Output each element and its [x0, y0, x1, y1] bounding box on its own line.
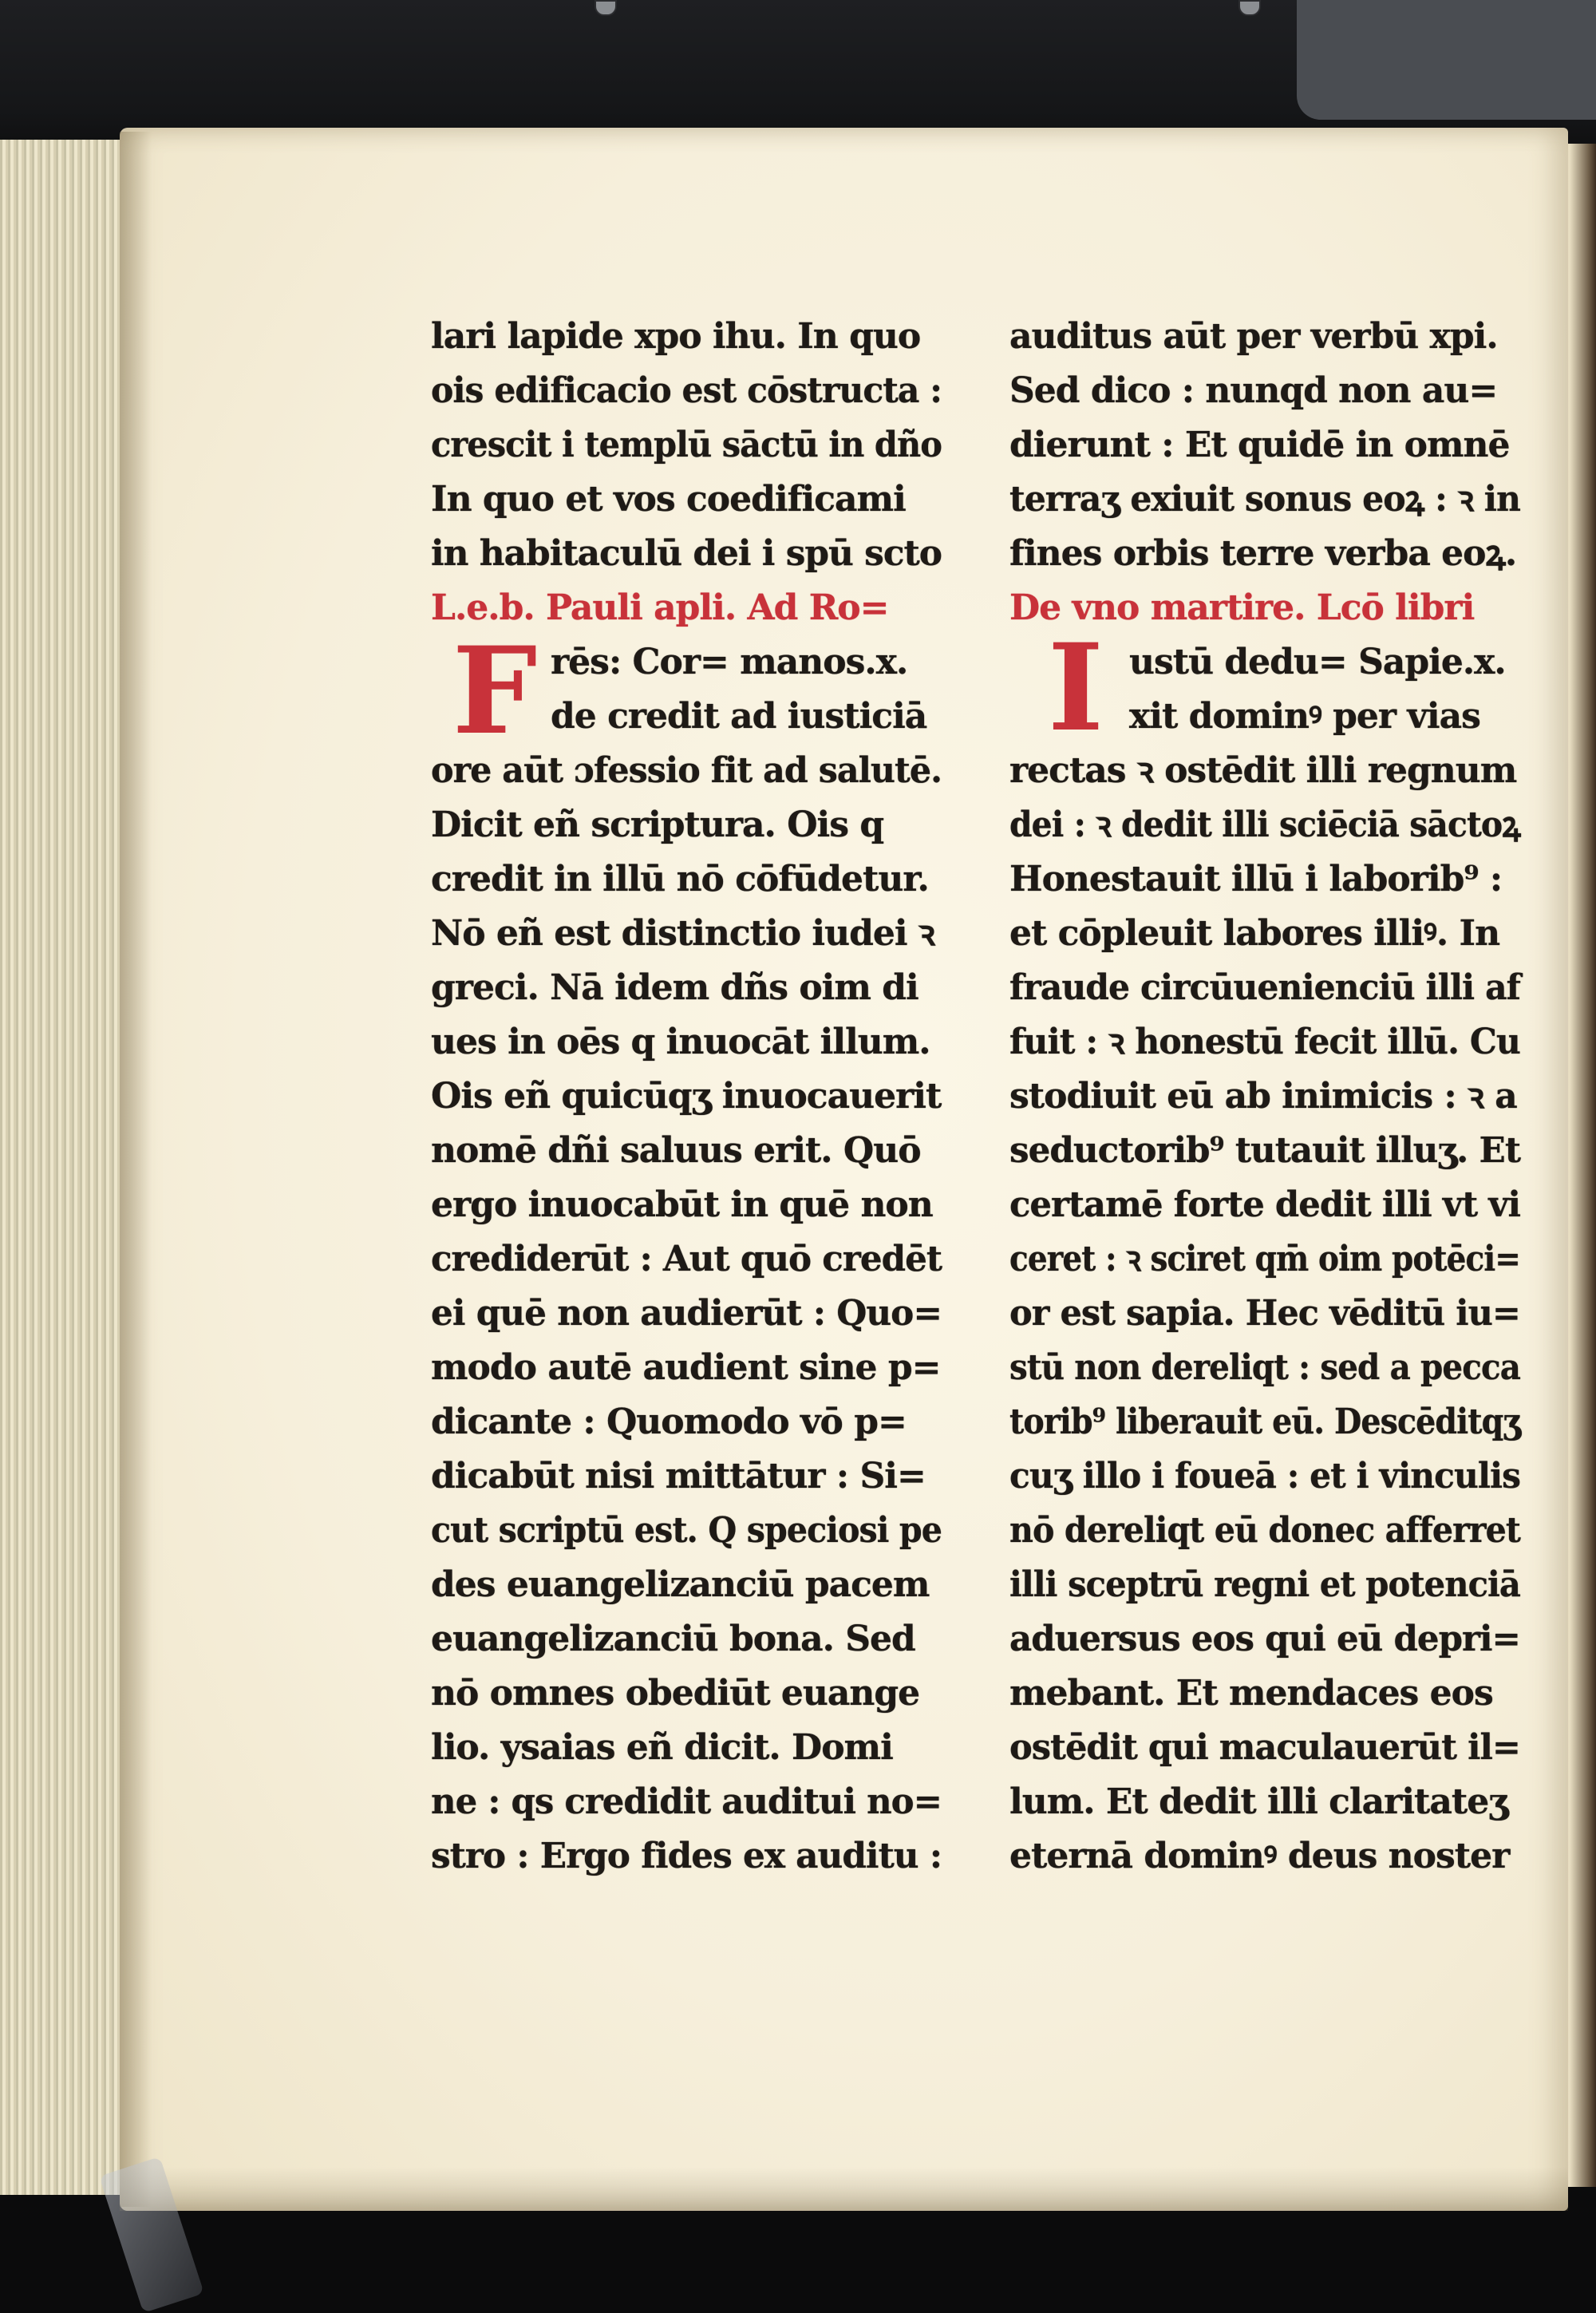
text-line: dei : ꝛ dedit illi sciēciā sāctoꝝ [1009, 805, 1520, 845]
text-line: auditus aūt per verbū xpi. [1009, 316, 1498, 357]
gutter-shadow [120, 132, 152, 2207]
text-line: cut scriptū est. Q speciosi pe [431, 1510, 942, 1551]
text-line: stro : Ergo fides ex auditu : [431, 1836, 942, 1876]
text-line: lum. Et dedit illi claritateʒ [1009, 1781, 1508, 1822]
text-line: Ois eñ quicūqʒ inuocauerit [431, 1076, 942, 1117]
text-line: Nō eñ est distinctio iudei ꝛ [431, 913, 934, 954]
text-line: mebant. Et mendaces eos [1009, 1673, 1493, 1714]
text-line: lio. ysaias eñ dicit. Domi [431, 1727, 893, 1768]
right-text-column [1009, 310, 1520, 1884]
text-line: aduersus eos qui eū depri= [1009, 1619, 1520, 1659]
text-line: nomē dñi saluus erit. Quō [431, 1130, 921, 1171]
text-line: certamē forte dedit illi vt vi [1009, 1184, 1520, 1225]
text-line: ceret : ꝛ sciret qm̄ oim potēci= [1009, 1239, 1520, 1279]
text-line: Dicit eñ scriptura. Ois q [431, 805, 884, 845]
text-line: ei quē non audierūt : Quo= [431, 1293, 942, 1334]
text-line: In quo et vos coedificami [431, 479, 906, 520]
text-line: credit in illū nō cōfūdetur. [431, 859, 929, 900]
text-line: ne : qs credidit auditui no= [431, 1781, 942, 1822]
left-text-column [431, 310, 942, 1884]
text-line: nō omnes obediūt euange [431, 1673, 920, 1714]
red-initial-letter: I [1047, 618, 1104, 758]
text-line: crediderūt : Aut quō credēt [431, 1239, 942, 1279]
text-line: rēs: Cor= manos.x. [551, 642, 908, 682]
text-line: dicante : Quomodo vō p= [431, 1402, 907, 1442]
scanner-screw-icon [1238, 0, 1261, 16]
rubric-heading: De vno martire. Lcō libri [1009, 587, 1475, 628]
rubric-heading: L.e.b. Pauli apli. Ad Ro= [431, 587, 889, 628]
text-line: stodiuit eū ab inimicis : ꝛ a [1009, 1076, 1517, 1117]
text-line: ore aūt ɔfessio fit ad salutē. [431, 750, 942, 791]
text-line: modo autē audient sine p= [431, 1347, 941, 1388]
text-line: eternā dominꝰ deus noster [1009, 1836, 1510, 1876]
text-line: de credit ad iusticiā [551, 696, 927, 737]
red-initial-letter: F [452, 621, 538, 761]
text-line: fraude circūuenienciū illi af [1009, 967, 1520, 1008]
text-line: cuʒ illo i foueā : et i vinculis [1009, 1456, 1520, 1497]
text-line: or est sapia. Hec vēditū iu= [1009, 1293, 1520, 1334]
text-line: stū non dereliqt : sed a pecca [1009, 1347, 1520, 1388]
text-line: ostēdit qui maculauerūt il= [1009, 1727, 1520, 1768]
text-line: nō dereliqt eū donec afferret [1009, 1510, 1520, 1551]
text-line: ues in oēs q inuocāt illum. [431, 1022, 930, 1062]
scanner-screw-icon [595, 0, 617, 16]
text-line: illi sceptrū regni et potenciā [1009, 1564, 1520, 1605]
text-line: lari lapide xpo ihu. In quo [431, 316, 921, 357]
text-line: xit dominꝰ per vias [1129, 696, 1480, 737]
text-line: dicabūt nisi mittātur : Si= [431, 1456, 926, 1497]
text-line: euangelizanciū bona. Sed [431, 1619, 915, 1659]
text-line: des euangelizanciū pacem [431, 1564, 930, 1605]
page-bottom-shadow [120, 2167, 1568, 2211]
text-line: ois edificacio est cōstructa : [431, 370, 942, 411]
text-line: in habitaculū dei i spū scto [431, 533, 942, 574]
text-line: terraʒ exiuit sonus eoꝝ : ꝛ in [1009, 479, 1520, 520]
text-line: ergo inuocabūt in quē non [431, 1184, 933, 1225]
text-line: torib⁹ liberauit eū. Descēditqʒ [1009, 1402, 1520, 1442]
text-line: dierunt : Et quidē in omnē [1009, 425, 1510, 465]
text-line: seductorib⁹ tutauit illuʒ. Et [1009, 1130, 1520, 1171]
text-line: rectas ꝛ ostēdit illi regnum [1009, 750, 1517, 791]
text-line: fuit : ꝛ honestū fecit illū. Cu [1009, 1022, 1520, 1062]
text-line: crescit i templū sāctū in dño [431, 425, 942, 465]
text-line: Honestauit illū i laborib⁹ : [1009, 859, 1503, 900]
text-line: fines orbis terre verba eoꝝ. [1009, 533, 1517, 574]
scanner-clip [1297, 0, 1596, 120]
text-line: et cōpleuit labores illiꝰ. In [1009, 913, 1500, 954]
text-line: greci. Nā idem dñs oim di [431, 967, 918, 1008]
text-line: Sed dico : nunqd non au= [1009, 370, 1498, 411]
text-line: ustū dedu= Sapie.x. [1129, 642, 1506, 682]
